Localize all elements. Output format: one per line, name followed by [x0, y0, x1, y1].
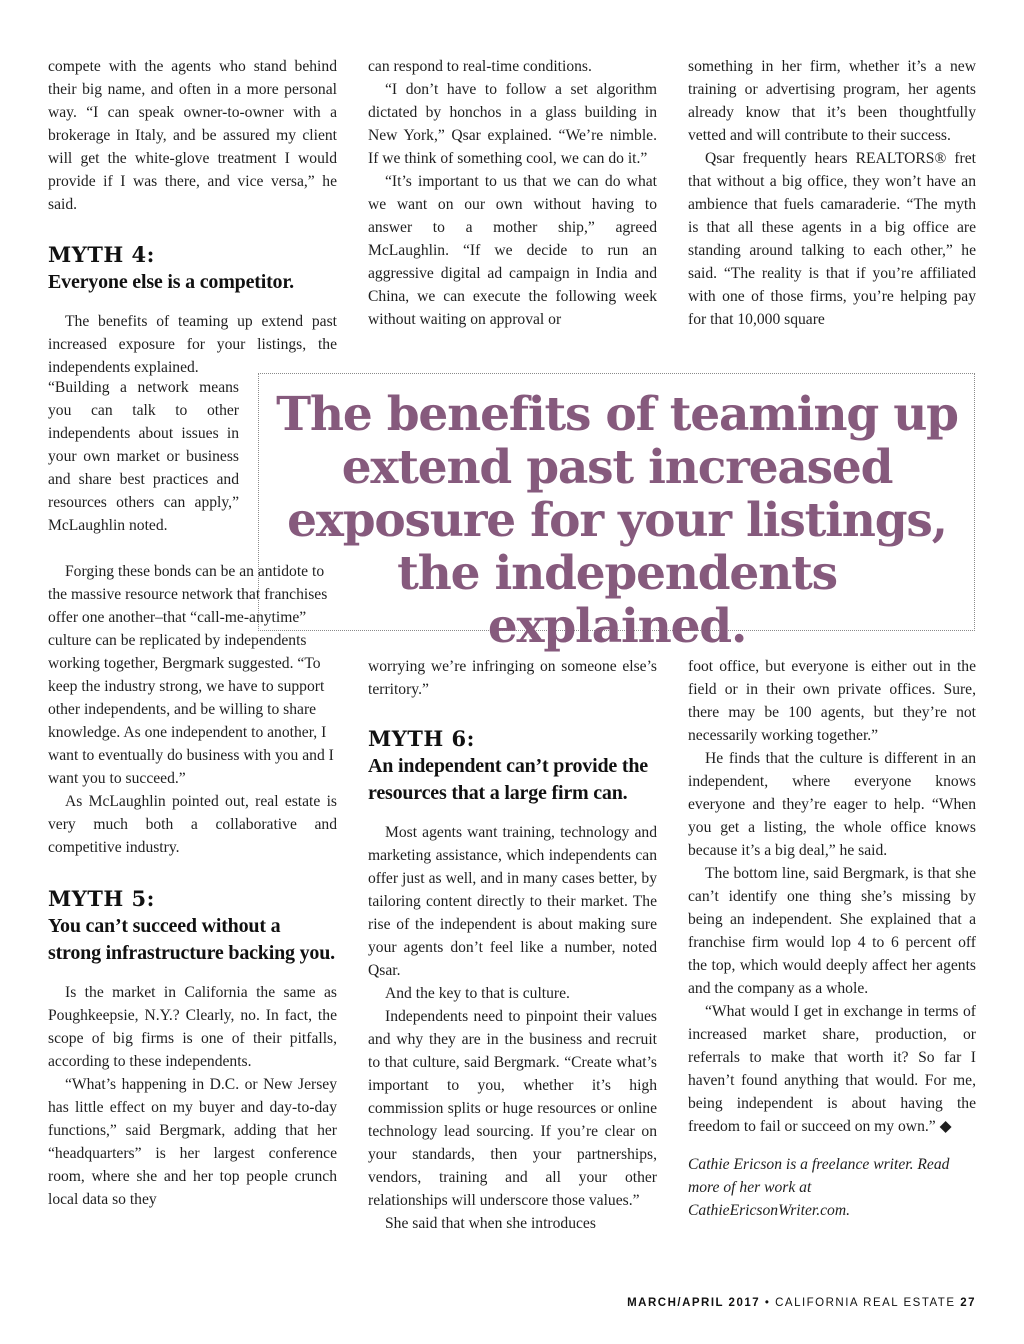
pull-quote-line: extend past increased — [341, 440, 893, 495]
footer-separator: • — [764, 1297, 771, 1309]
pull-quote-line: exposure for your listings, — [287, 493, 947, 548]
myth-4-subheading: Everyone else is a competitor. — [48, 271, 294, 293]
paragraph: The bottom line, said Bergmark, is that she can’t identify one thing she’s missing by being an independent. She explained that a franchise firm would lop 4 to 6 percent off the top, which would deeply affect her agents and the company as a whole. — [688, 865, 976, 997]
paragraph: Is the market in California the same as Poughkeepsie, N.Y.? Clearly, no. In fact, the scope of big firms is one of their pitfalls, according to these independents. — [48, 984, 337, 1070]
paragraph: “Building a network means you can talk to other independents about issues in your own market or business and share best practices and resources others can apply,” McLaughlin noted. — [48, 379, 239, 534]
paragraph: “What would I get in exchange in terms of increased market share, production, or referrals to make that worth it? So far I haven’t found anything that would. For me, being independent is about having the freedom to fail or succeed on my own.” ◆ — [688, 1003, 976, 1135]
column-3-lower — [688, 655, 976, 1222]
paragraph: compete with the agents who stand behind their big name, and often in a more personal way. “I can speak owner-to-owner with a brokerage in Italy, and be assured my client will get the white-glove treatment I would provide if I was there, and vice versa,” he said. — [48, 58, 337, 213]
paragraph: Independents need to pinpoint their values and why they are in the business and recruit to that culture, said Bergmark. “Create what’s important to you, whether it’s high commission splits or huge resources or online technology lead sourcing. If you’re clear on your standards, then your partnerships, vendors, training and all your other relationships will underscore those values.” — [368, 1008, 657, 1209]
paragraph: “What’s happening in D.C. or New Jersey has little effect on my buyer and day-to-day functions,” said Bergmark, adding that her “headquarters” is her largest conference room, where she and her top people crunch local data so they — [48, 1076, 337, 1208]
myth-6-heading: MYTH 6: — [368, 726, 475, 751]
pull-quote-line: the independents explained. — [397, 546, 837, 654]
paragraph: something in her firm, whether it’s a new training or advertising program, her agents already know that it’s been thoughtfully vetted and will contribute to their success. — [688, 58, 976, 144]
publication-name: CALIFORNIA REAL ESTATE — [775, 1297, 956, 1309]
paragraph: “It’s important to us that we can do what we want on our own without having to answer to a mother ship,” agreed McLaughlin. “If we decide to run an aggressive digital ad campaign in India and China, we can execute the following week without waiting on approval or — [368, 173, 657, 328]
paragraph: And the key to that is culture. — [385, 985, 570, 1002]
column-2-upper — [368, 55, 657, 331]
paragraph: Forging these bonds can be an antidote to the massive resource network that franchises offer one another–that “call-me-anytime” culture can be replicated by independents working together, Bergmark suggested. “To keep the industry strong, we have to support other independents, and be willing to share knowledge. As one independent to another, I want to eventually do business with you and I want you to succeed.” — [48, 563, 334, 787]
page-footer — [627, 1297, 976, 1309]
paragraph: foot office, but everyone is either out in the field or in their own private offices. Sure, there may be 100 agents, but they’re not necessarily working together.” — [688, 658, 976, 744]
issue-date: MARCH/APRIL 2017 — [627, 1297, 761, 1309]
page-number: 27 — [960, 1297, 976, 1309]
column-1-narrow — [48, 376, 239, 537]
column-2-lower — [368, 655, 657, 1235]
myth-5-heading: MYTH 5: — [48, 886, 155, 911]
paragraph: As McLaughlin pointed out, real estate is very much both a collaborative and competitive industry. — [48, 793, 337, 856]
column-3-upper — [688, 55, 976, 331]
column-1-lower — [48, 560, 337, 1211]
myth-4-heading: MYTH 4: — [48, 242, 155, 267]
pull-quote-line: The benefits of teaming up — [276, 387, 958, 442]
column-1-upper — [48, 55, 337, 379]
paragraph: Most agents want training, technology and marketing assistance, which independents can offer just as well, and in many cases better, by tailoring content directly to their market. The rise of the independent is about making sure your agents don’t feel like a number, noted Qsar. — [368, 824, 657, 979]
author-byline: Cathie Ericson is a freelance writer. Read more of her work at CathieEricsonWriter.com. — [688, 1156, 950, 1219]
paragraph: Qsar frequently hears REALTORS® fret that without a big office, they won’t have an ambience that fuels camaraderie. “The myth is that all these agents in a big office are standing around talking to each other,” he said. “The reality is that if you’re affiliated with one of those firms, you’re helping pay for that 10,000 square — [688, 150, 976, 328]
pull-quote — [262, 388, 972, 653]
paragraph: The benefits of teaming up extend past increased exposure for your listings, the independents explained. — [48, 313, 337, 376]
paragraph: He finds that the culture is different in an independent, where everyone knows everyone and they’re eager to help. “When you get a listing, the whole office knows because it’s a big deal,” he said. — [688, 750, 976, 859]
paragraph: worrying we’re infringing on someone else’s territory.” — [368, 658, 657, 698]
myth-5-subheading: You can’t succeed without a strong infrastructure backing you. — [48, 915, 335, 964]
paragraph: She said that when she introduces — [385, 1215, 596, 1232]
myth-6-subheading: An independent can’t provide the resources that a large firm can. — [368, 755, 648, 804]
paragraph: “I don’t have to follow a set algorithm dictated by honchos in a glass building in New York,” Qsar explained. “We’re nimble. If we think of something cool, we can do it.” — [368, 81, 657, 167]
paragraph: can respond to real-time conditions. — [368, 58, 592, 75]
